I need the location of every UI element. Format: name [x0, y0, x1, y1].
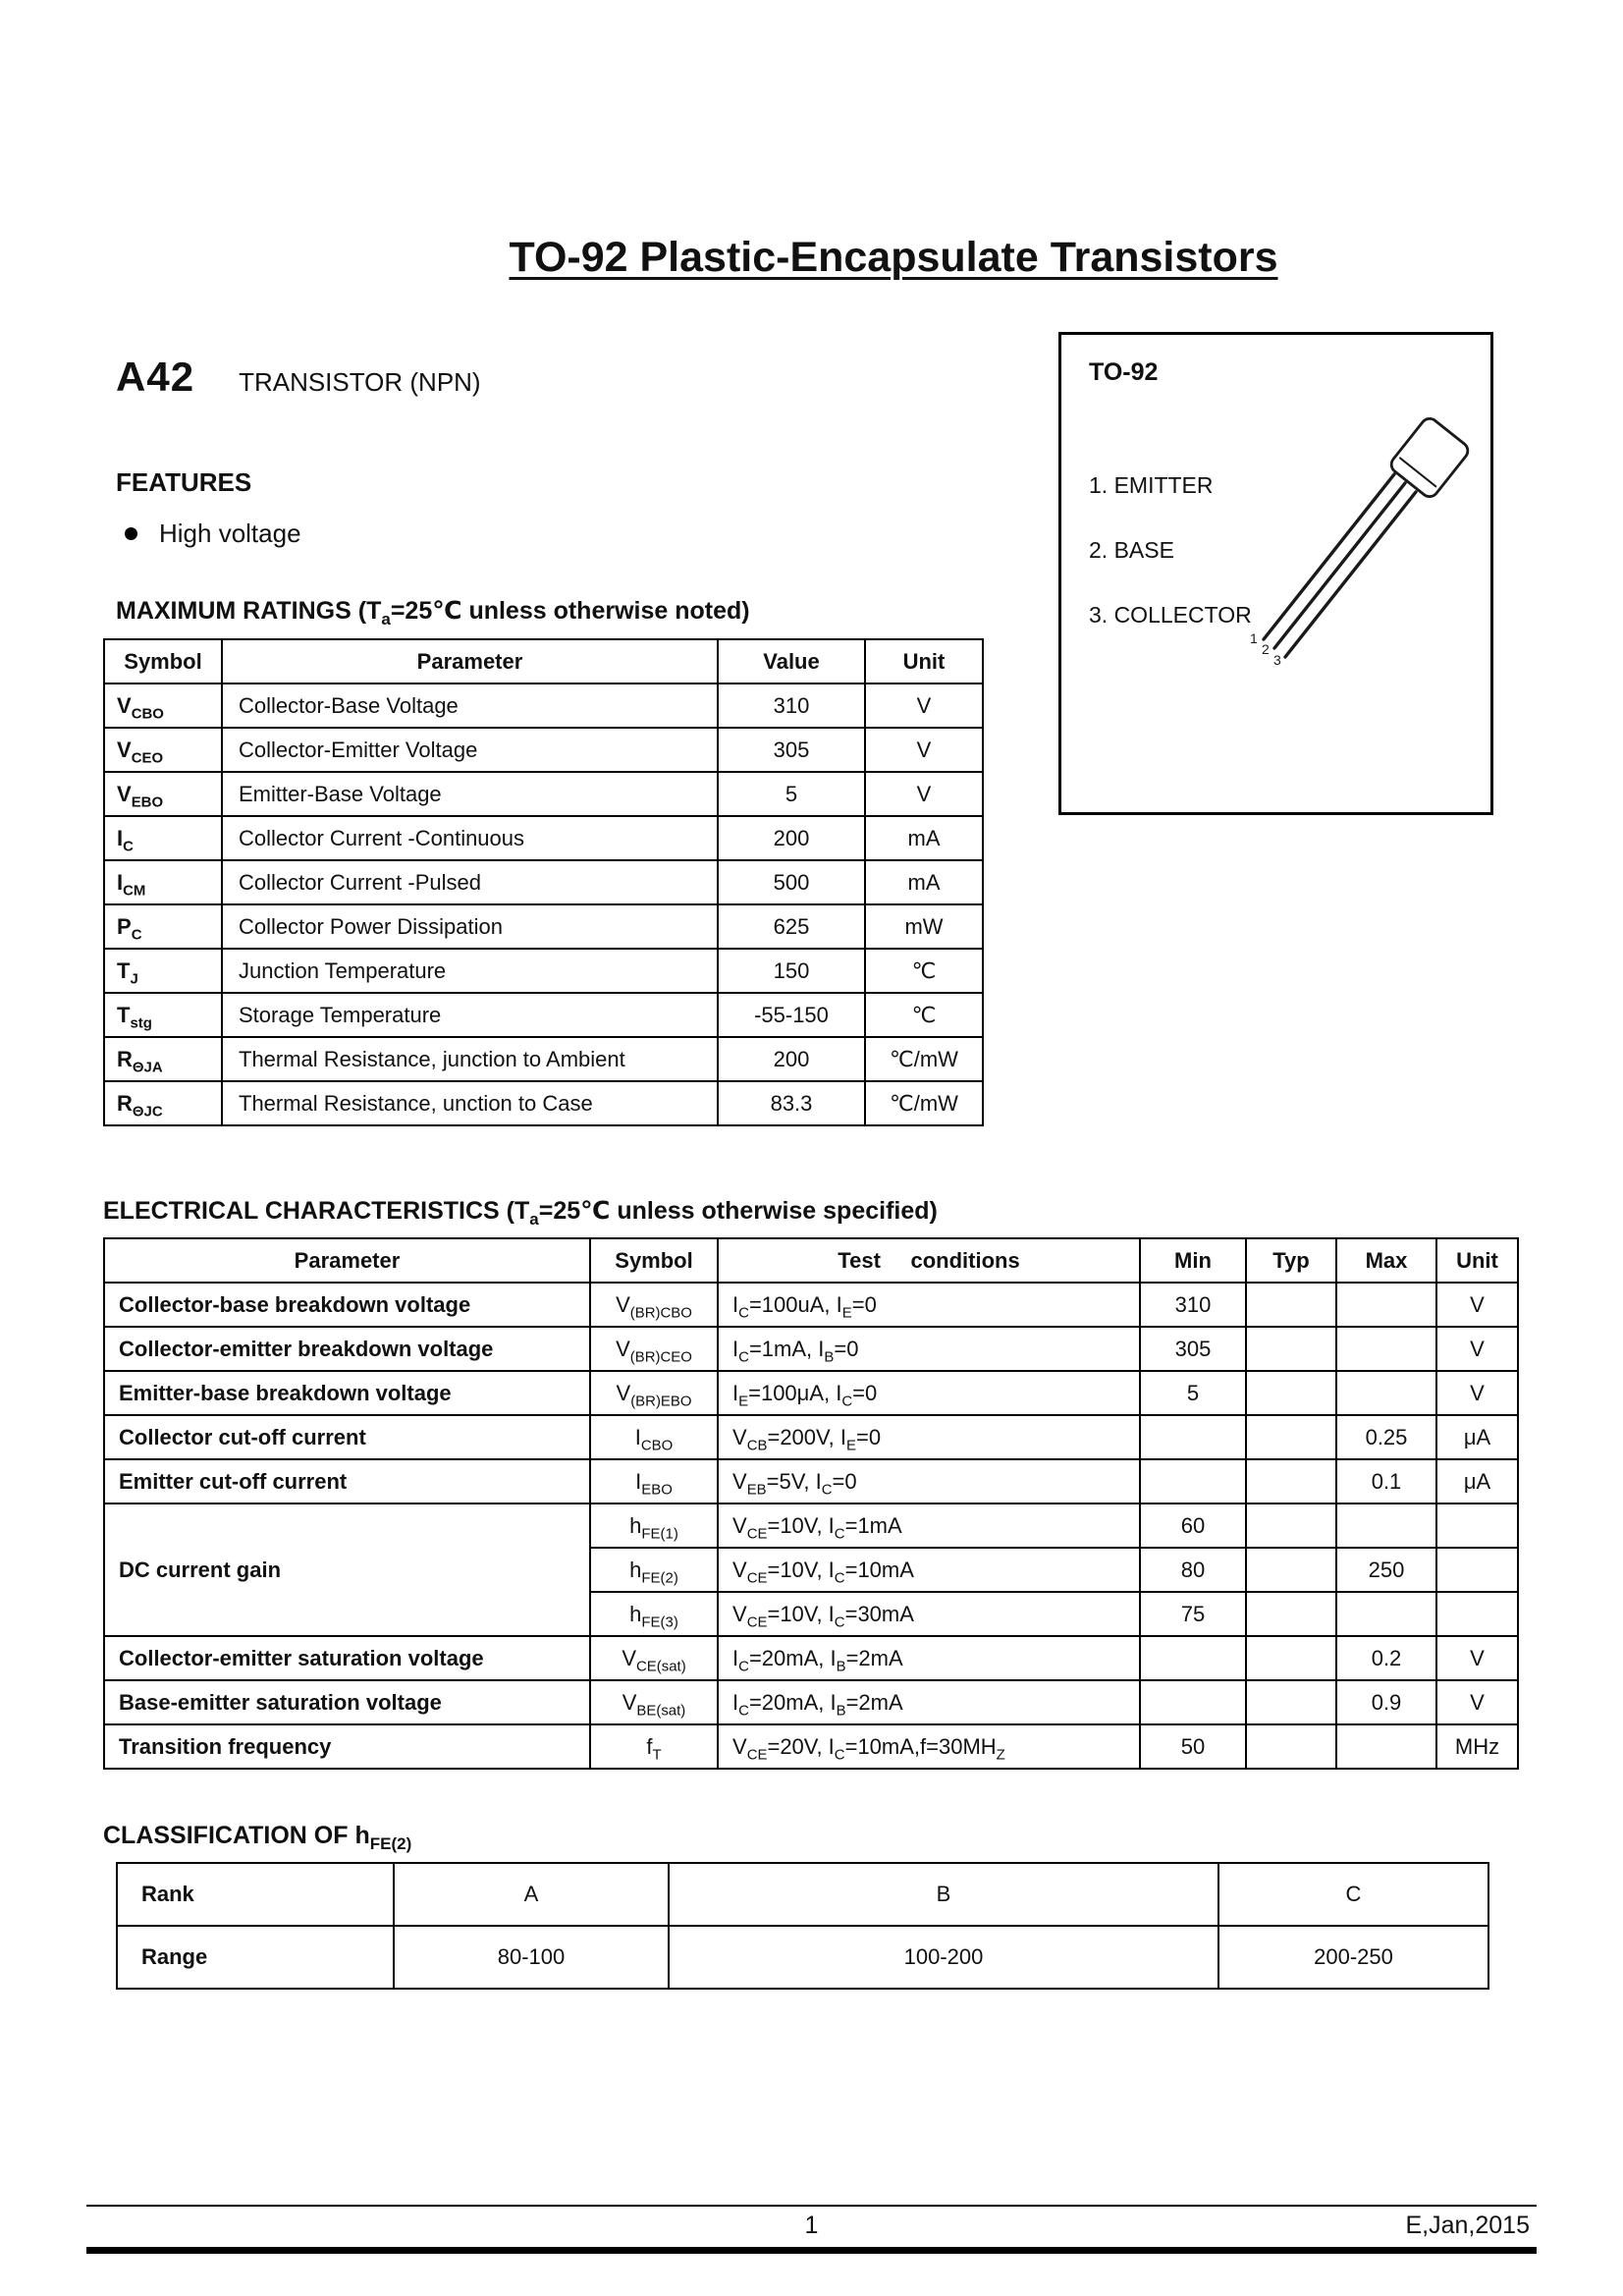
value-cell: 200 — [718, 816, 865, 860]
footer-revision: E,Jan,2015 — [1405, 2212, 1530, 2239]
parameter-cell: Collector-base breakdown voltage — [104, 1283, 590, 1327]
class-cell: A — [394, 1863, 669, 1926]
table-row — [104, 993, 983, 1037]
parameter-cell: Collector Power Dissipation — [222, 904, 718, 949]
unit-cell: V — [1436, 1371, 1518, 1415]
package-leads — [1264, 474, 1416, 657]
typ-cell — [1246, 1592, 1336, 1636]
table-row — [104, 1680, 1518, 1724]
pin-item: 3. COLLECTOR — [1089, 602, 1252, 628]
pin-list — [1089, 472, 1252, 667]
parameter-cell: Collector Current -Continuous — [222, 816, 718, 860]
symbol-cell: $V_{(BR)CBO}$ — [590, 1283, 718, 1327]
typ-cell — [1246, 1415, 1336, 1459]
features-list — [125, 514, 301, 553]
part-type: TRANSISTOR (NPN) — [239, 367, 481, 397]
max-cell — [1336, 1327, 1436, 1371]
table-row — [104, 860, 983, 904]
symbol-cell: $V_{EBO}$ — [104, 772, 222, 816]
unit-cell — [1436, 1592, 1518, 1636]
value-cell: 500 — [718, 860, 865, 904]
bullet-icon — [125, 527, 137, 540]
class-cell: 100-200 — [669, 1926, 1218, 1989]
min-cell — [1140, 1636, 1246, 1680]
symbol-cell: $h_{FE(2)}$ — [590, 1548, 718, 1592]
table-row — [104, 1371, 1518, 1415]
unit-cell: V — [1436, 1327, 1518, 1371]
table-row — [104, 904, 983, 949]
symbol-cell: $V_{(BR)EBO}$ — [590, 1371, 718, 1415]
min-cell: 5 — [1140, 1371, 1246, 1415]
symbol-cell: $f_T$ — [590, 1724, 718, 1769]
unit-cell: ℃/mW — [865, 1037, 983, 1081]
value-cell: -55-150 — [718, 993, 865, 1037]
value-cell: 150 — [718, 949, 865, 993]
unit-cell: V — [1436, 1680, 1518, 1724]
symbol-cell: $I_C$ — [104, 816, 222, 860]
unit-cell: ℃ — [865, 949, 983, 993]
symbol-cell: $h_{FE(3)}$ — [590, 1592, 718, 1636]
table-row — [104, 1081, 983, 1125]
table-row — [104, 949, 983, 993]
value-cell: 625 — [718, 904, 865, 949]
unit-cell: MHz — [1436, 1724, 1518, 1769]
parameter-cell: Collector-Emitter Voltage — [222, 728, 718, 772]
table-row — [104, 683, 983, 728]
min-cell — [1140, 1459, 1246, 1503]
class-cell: B — [669, 1863, 1218, 1926]
max-cell: 0.2 — [1336, 1636, 1436, 1680]
conditions-cell: $V_{CE}=10V$, $I_C=1mA$ — [718, 1503, 1140, 1548]
typ-cell — [1246, 1503, 1336, 1548]
min-cell: 80 — [1140, 1548, 1246, 1592]
max-cell: 0.1 — [1336, 1459, 1436, 1503]
table-row — [104, 1724, 1518, 1769]
conditions-cell: $I_C=1mA$, $I_B=0$ — [718, 1327, 1140, 1371]
pin-item: 1. EMITTER — [1089, 472, 1214, 498]
conditions-cell: $I_E=100\mu A$, $I_C=0$ — [718, 1371, 1140, 1415]
table-row — [104, 1459, 1518, 1503]
symbol-cell: $R_{\Theta JC}$ — [104, 1081, 222, 1125]
conditions-cell: $I_C=20mA$, $I_B=2mA$ — [718, 1636, 1140, 1680]
symbol-cell: $I_{CM}$ — [104, 860, 222, 904]
table-row — [104, 1283, 1518, 1327]
symbol-cell: $T_{stg}$ — [104, 993, 222, 1037]
conditions-cell: $V_{CB}=200V$, $I_E=0$ — [718, 1415, 1140, 1459]
symbol-cell: $V_{(BR)CEO}$ — [590, 1327, 718, 1371]
classification-table — [116, 1862, 1489, 1990]
parameter-cell: Emitter-Base Voltage — [222, 772, 718, 816]
part-header — [116, 354, 481, 401]
value-cell: 5 — [718, 772, 865, 816]
unit-cell: mW — [865, 904, 983, 949]
value-cell: 200 — [718, 1037, 865, 1081]
column-header: Parameter — [104, 1238, 590, 1283]
table-row — [104, 1327, 1518, 1371]
parameter-cell: Storage Temperature — [222, 993, 718, 1037]
typ-cell — [1246, 1283, 1336, 1327]
electrical-characteristics-table — [103, 1237, 1519, 1770]
row-label-cell: Range — [117, 1926, 394, 1989]
class-cell: C — [1218, 1863, 1488, 1926]
symbol-cell: $R_{\Theta JA}$ — [104, 1037, 222, 1081]
symbol-cell: $T_J$ — [104, 949, 222, 993]
table-row — [104, 1503, 1518, 1548]
pin-item: 2. BASE — [1089, 537, 1174, 563]
package-box — [1058, 332, 1493, 815]
column-header: Unit — [865, 639, 983, 683]
conditions-cell: $I_C=100uA$, $I_E=0$ — [718, 1283, 1140, 1327]
features-heading: FEATURES — [116, 467, 252, 497]
footer-rule-thick — [86, 2247, 1537, 2254]
parameter-cell: Emitter-base breakdown voltage — [104, 1371, 590, 1415]
table-row — [104, 1636, 1518, 1680]
symbol-cell: $I_{CBO}$ — [590, 1415, 718, 1459]
typ-cell — [1246, 1680, 1336, 1724]
parameter-cell: Thermal Resistance, unction to Case — [222, 1081, 718, 1125]
max-cell — [1336, 1283, 1436, 1327]
conditions-cell: $V_{CE}=20V$, $I_C=10mA,f=30MH_Z$ — [718, 1724, 1140, 1769]
value-cell: 310 — [718, 683, 865, 728]
table-row — [117, 1926, 1488, 1989]
column-header: Unit — [1436, 1238, 1518, 1283]
unit-cell: V — [1436, 1283, 1518, 1327]
min-cell: 75 — [1140, 1592, 1246, 1636]
column-header: Test conditions — [718, 1238, 1140, 1283]
page-title — [177, 234, 1610, 282]
class-cell: 200-250 — [1218, 1926, 1488, 1989]
lead-number-2: 2 — [1262, 641, 1270, 657]
conditions-cell: $V_{CE}=10V$, $I_C=30mA$ — [718, 1592, 1140, 1636]
max-cell — [1336, 1371, 1436, 1415]
conditions-cell: $V_{EB}=5V$, $I_C=0$ — [718, 1459, 1140, 1503]
table-row — [104, 1037, 983, 1081]
parameter-cell: Emitter cut-off current — [104, 1459, 590, 1503]
unit-cell: V — [865, 683, 983, 728]
typ-cell — [1246, 1548, 1336, 1592]
to92-package-drawing — [1237, 386, 1483, 700]
header-row — [104, 639, 983, 683]
page-title-text: TO-92 Plastic-Encapsulate Transistors — [509, 234, 1278, 281]
max-cell — [1336, 1503, 1436, 1548]
symbol-cell: $V_{CBO}$ — [104, 683, 222, 728]
max-cell — [1336, 1724, 1436, 1769]
parameter-cell: Collector-emitter saturation voltage — [104, 1636, 590, 1680]
package-label: TO-92 — [1089, 358, 1159, 386]
max-cell: 0.25 — [1336, 1415, 1436, 1459]
symbol-cell: $V_{CEO}$ — [104, 728, 222, 772]
unit-cell: V — [865, 772, 983, 816]
value-cell: 305 — [718, 728, 865, 772]
unit-cell: μA — [1436, 1415, 1518, 1459]
feature-text: High voltage — [159, 518, 301, 548]
min-cell — [1140, 1415, 1246, 1459]
unit-cell: ℃/mW — [865, 1081, 983, 1125]
unit-cell: mA — [865, 860, 983, 904]
typ-cell — [1246, 1636, 1336, 1680]
unit-cell: μA — [1436, 1459, 1518, 1503]
typ-cell — [1246, 1327, 1336, 1371]
table-row — [104, 816, 983, 860]
conditions-cell: $I_C=20mA$, $I_B=2mA$ — [718, 1680, 1140, 1724]
unit-cell: ℃ — [865, 993, 983, 1037]
maximum-ratings-heading: MAXIMUM RATINGS ($T_a=25℃$ unless otherwise noted) — [116, 597, 750, 629]
parameter-cell: Base-emitter saturation voltage — [104, 1680, 590, 1724]
typ-cell — [1246, 1724, 1336, 1769]
min-cell: 50 — [1140, 1724, 1246, 1769]
symbol-cell: $I_{EBO}$ — [590, 1459, 718, 1503]
symbol-cell: $P_C$ — [104, 904, 222, 949]
lead-number-3: 3 — [1273, 652, 1281, 668]
parameter-cell: Collector Current -Pulsed — [222, 860, 718, 904]
feature-item — [125, 514, 301, 553]
parameter-cell: Collector-Base Voltage — [222, 683, 718, 728]
class-cell: 80-100 — [394, 1926, 669, 1989]
parameter-cell: Thermal Resistance, junction to Ambient — [222, 1037, 718, 1081]
typ-cell — [1246, 1459, 1336, 1503]
max-cell — [1336, 1592, 1436, 1636]
lead-number-1: 1 — [1250, 630, 1258, 646]
unit-cell — [1436, 1503, 1518, 1548]
column-header: Symbol — [104, 639, 222, 683]
parameter-cell: DC current gain — [104, 1503, 590, 1636]
column-header: Min — [1140, 1238, 1246, 1283]
min-cell: 310 — [1140, 1283, 1246, 1327]
symbol-cell: $V_{BE(sat)}$ — [590, 1680, 718, 1724]
part-number: A42 — [116, 354, 195, 400]
footer-rule-thin — [86, 2205, 1537, 2207]
header-row — [104, 1238, 1518, 1283]
symbol-cell: $V_{CE(sat)}$ — [590, 1636, 718, 1680]
row-label-cell: Rank — [117, 1863, 394, 1926]
parameter-cell: Junction Temperature — [222, 949, 718, 993]
max-cell: 250 — [1336, 1548, 1436, 1592]
unit-cell: V — [865, 728, 983, 772]
symbol-cell: $h_{FE(1)}$ — [590, 1503, 718, 1548]
table-row — [104, 772, 983, 816]
column-header: Value — [718, 639, 865, 683]
unit-cell — [1436, 1548, 1518, 1592]
min-cell — [1140, 1680, 1246, 1724]
max-cell: 0.9 — [1336, 1680, 1436, 1724]
table-row — [104, 728, 983, 772]
maximum-ratings-table — [103, 638, 984, 1126]
table-row — [117, 1863, 1488, 1926]
footer-page-number: 1 — [804, 2212, 819, 2239]
column-header: Parameter — [222, 639, 718, 683]
parameter-cell: Collector cut-off current — [104, 1415, 590, 1459]
column-header: Typ — [1246, 1238, 1336, 1283]
classification-heading: CLASSIFICATION OF $h_{FE(2)}$ — [103, 1822, 412, 1853]
typ-cell — [1246, 1371, 1336, 1415]
unit-cell: mA — [865, 816, 983, 860]
value-cell: 83.3 — [718, 1081, 865, 1125]
table-row — [104, 1415, 1518, 1459]
electrical-characteristics-heading: ELECTRICAL CHARACTERISTICS ($T_a=25℃$ unless otherwise specified) — [103, 1197, 938, 1229]
parameter-cell: Transition frequency — [104, 1724, 590, 1769]
column-header: Max — [1336, 1238, 1436, 1283]
min-cell: 305 — [1140, 1327, 1246, 1371]
conditions-cell: $V_{CE}=10V$, $I_C=10mA$ — [718, 1548, 1140, 1592]
parameter-cell: Collector-emitter breakdown voltage — [104, 1327, 590, 1371]
min-cell: 60 — [1140, 1503, 1246, 1548]
unit-cell: V — [1436, 1636, 1518, 1680]
column-header: Symbol — [590, 1238, 718, 1283]
